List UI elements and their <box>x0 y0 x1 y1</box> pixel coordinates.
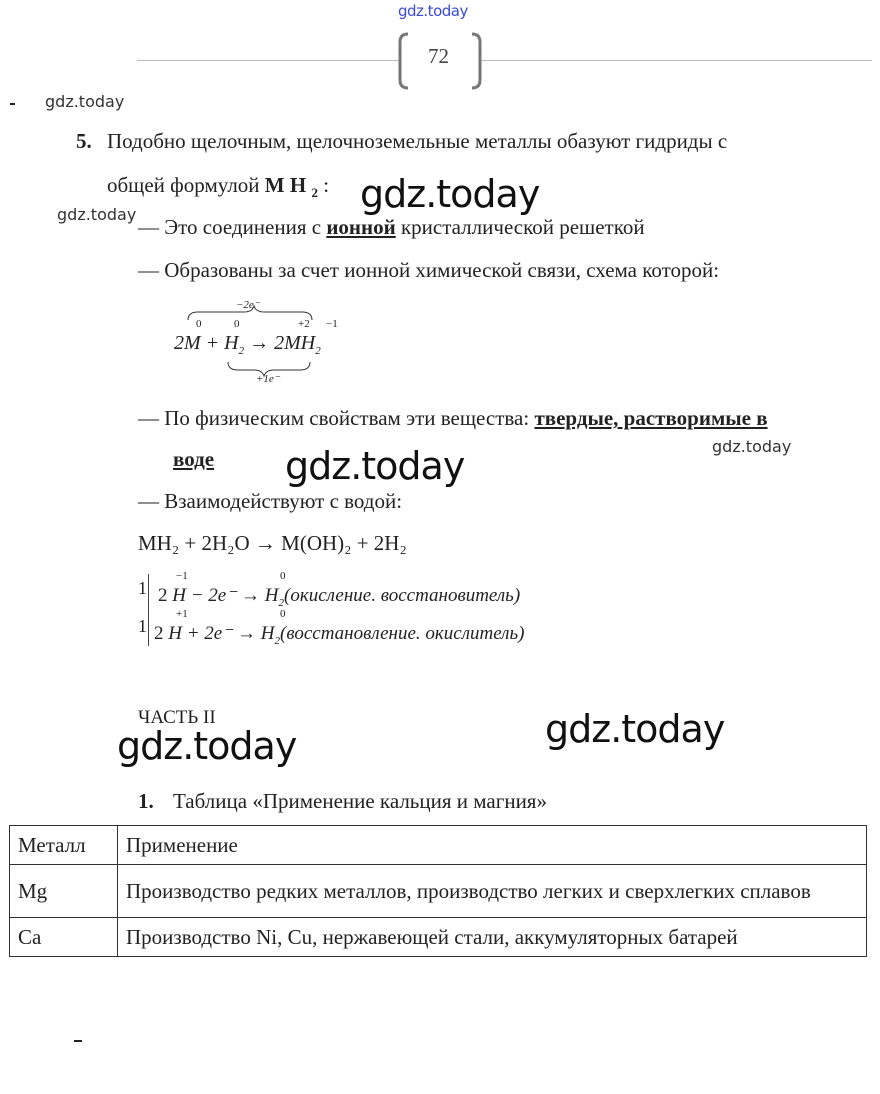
formula-colon: : <box>317 173 330 197</box>
table-header-metal: Металл <box>10 826 118 865</box>
half-1-prod: H <box>264 585 279 606</box>
table-cell-application-mg: Производство редких металлов, производство легких и сверхлегких сплавов <box>118 865 867 918</box>
table-row <box>10 865 867 918</box>
general-formula: M H <box>264 173 307 197</box>
table-cell-metal-mg: Mg <box>10 865 118 918</box>
half-2-left: 2 <box>154 623 164 644</box>
scheme-arrow: → 2 <box>244 332 285 354</box>
scheme-sub-2: 2 <box>315 345 321 357</box>
half-1-coef: 1 <box>138 578 147 598</box>
half-2-rest: + 2e⁻ → <box>181 623 261 644</box>
half-2-coef: 1 <box>138 616 147 636</box>
item-ionic-lattice <box>138 214 645 240</box>
item3-bold-1: твердые, растворимые в <box>534 406 768 430</box>
part2-item-number: 1. <box>138 789 154 813</box>
section-line-2 <box>107 172 329 206</box>
table-cell-metal-ca: Ca <box>10 918 118 957</box>
dash-2: — <box>138 258 159 282</box>
scheme-H: H <box>300 332 316 354</box>
half-1-ox-top: −1 <box>176 570 188 582</box>
item-water-reaction <box>138 488 402 514</box>
dash-3: — <box>138 406 159 430</box>
half-2-note: (восстановление. окислитель) <box>280 623 525 644</box>
ox-state-M-reactant: 0 <box>196 318 202 330</box>
half-1-equation <box>158 584 520 609</box>
watermark-large-1: gdz.today <box>360 172 540 216</box>
half-2-ox-product: 0 <box>280 608 286 620</box>
ox-state-M-product: +2 <box>298 318 310 330</box>
half-2-prod: H <box>260 623 275 644</box>
watermark-large-3: gdz.today <box>117 724 297 768</box>
watermark-small-3: gdz.today <box>712 437 792 456</box>
formula-intro: общей формулой <box>107 173 265 197</box>
item-bond-scheme <box>138 257 719 283</box>
bottom-electron-label: +1e⁻ <box>256 373 280 385</box>
item3-bold-2: воде <box>173 447 215 471</box>
item1-bold: ионной <box>326 215 396 239</box>
watermark-large-2: gdz.today <box>285 444 465 488</box>
table-row <box>10 918 867 957</box>
page-number: 72 <box>428 44 449 68</box>
item4-text: Взаимодействуют с водой: <box>159 489 403 513</box>
ox-state-H-reactant: 0 <box>234 318 240 330</box>
reaction-equation: MH₂ + 2H₂O → M(OH)₂ + 2H₂ <box>138 531 407 555</box>
item-physical-properties <box>138 405 768 431</box>
scheme-sub-1: 2 <box>238 345 245 357</box>
ox-state-H-product: −1 <box>326 318 338 330</box>
dash-4: — <box>138 489 159 513</box>
item1-suffix: кристаллической решеткой <box>395 215 645 239</box>
half-2-equation <box>154 622 524 647</box>
scheme-M: M <box>284 332 301 354</box>
header-rule-left <box>137 60 399 61</box>
part2-item-title: Таблица «Применение кальция и магния» <box>173 789 547 813</box>
watermark-large-4: gdz.today <box>545 707 725 751</box>
watermark-small-1: gdz.today <box>45 92 125 111</box>
top-electron-label: −2e⁻ <box>236 299 260 311</box>
scheme-left: 2M + H <box>174 332 239 354</box>
half-2-sub: 2 <box>274 634 281 647</box>
item3-prefix: По физическим свойствам эти вещества: <box>159 406 535 430</box>
electron-scheme <box>170 298 360 388</box>
general-formula-subscript: 2 <box>311 185 318 201</box>
item1-prefix: Это соединения с <box>159 215 327 239</box>
half-1-rest: − 2e⁻ → <box>185 585 265 606</box>
dash-1: — <box>138 215 159 239</box>
half-reaction-bar <box>148 574 149 646</box>
header-rule-right <box>481 60 872 61</box>
half-1-ox-product: 0 <box>280 570 286 582</box>
half-1-left: 2 <box>158 585 168 606</box>
watermark-top: gdz.today <box>398 2 468 20</box>
table-cell-application-ca: Производство Ni, Cu, нержавеющей стали, аккумуляторных батарей <box>118 918 867 957</box>
margin-mark-top <box>10 103 15 105</box>
section-number: 5. <box>76 129 92 153</box>
half-1-H: H <box>172 585 186 606</box>
half-2-ox-top: +1 <box>176 608 188 620</box>
section-line-1: Подобно щелочным, щелочноземельные металлы обазуют гидриды с <box>107 129 728 153</box>
margin-mark-bottom <box>74 1040 82 1042</box>
half-1-sub: 2 <box>278 596 285 609</box>
watermark-small-2: gdz.today <box>57 205 137 224</box>
part2-title: ЧАСТЬ II <box>138 707 216 728</box>
table-header-row <box>10 826 867 865</box>
half-1-note: (окисление. восстановитель) <box>284 585 521 606</box>
scheme-equation <box>174 332 321 357</box>
applications-table <box>9 825 867 957</box>
half-reactions <box>138 568 598 650</box>
half-2-H: H <box>168 623 182 644</box>
table-header-application: Применение <box>118 826 867 865</box>
item2-text: Образованы за счет ионной химической связи, схема которой: <box>159 258 720 282</box>
